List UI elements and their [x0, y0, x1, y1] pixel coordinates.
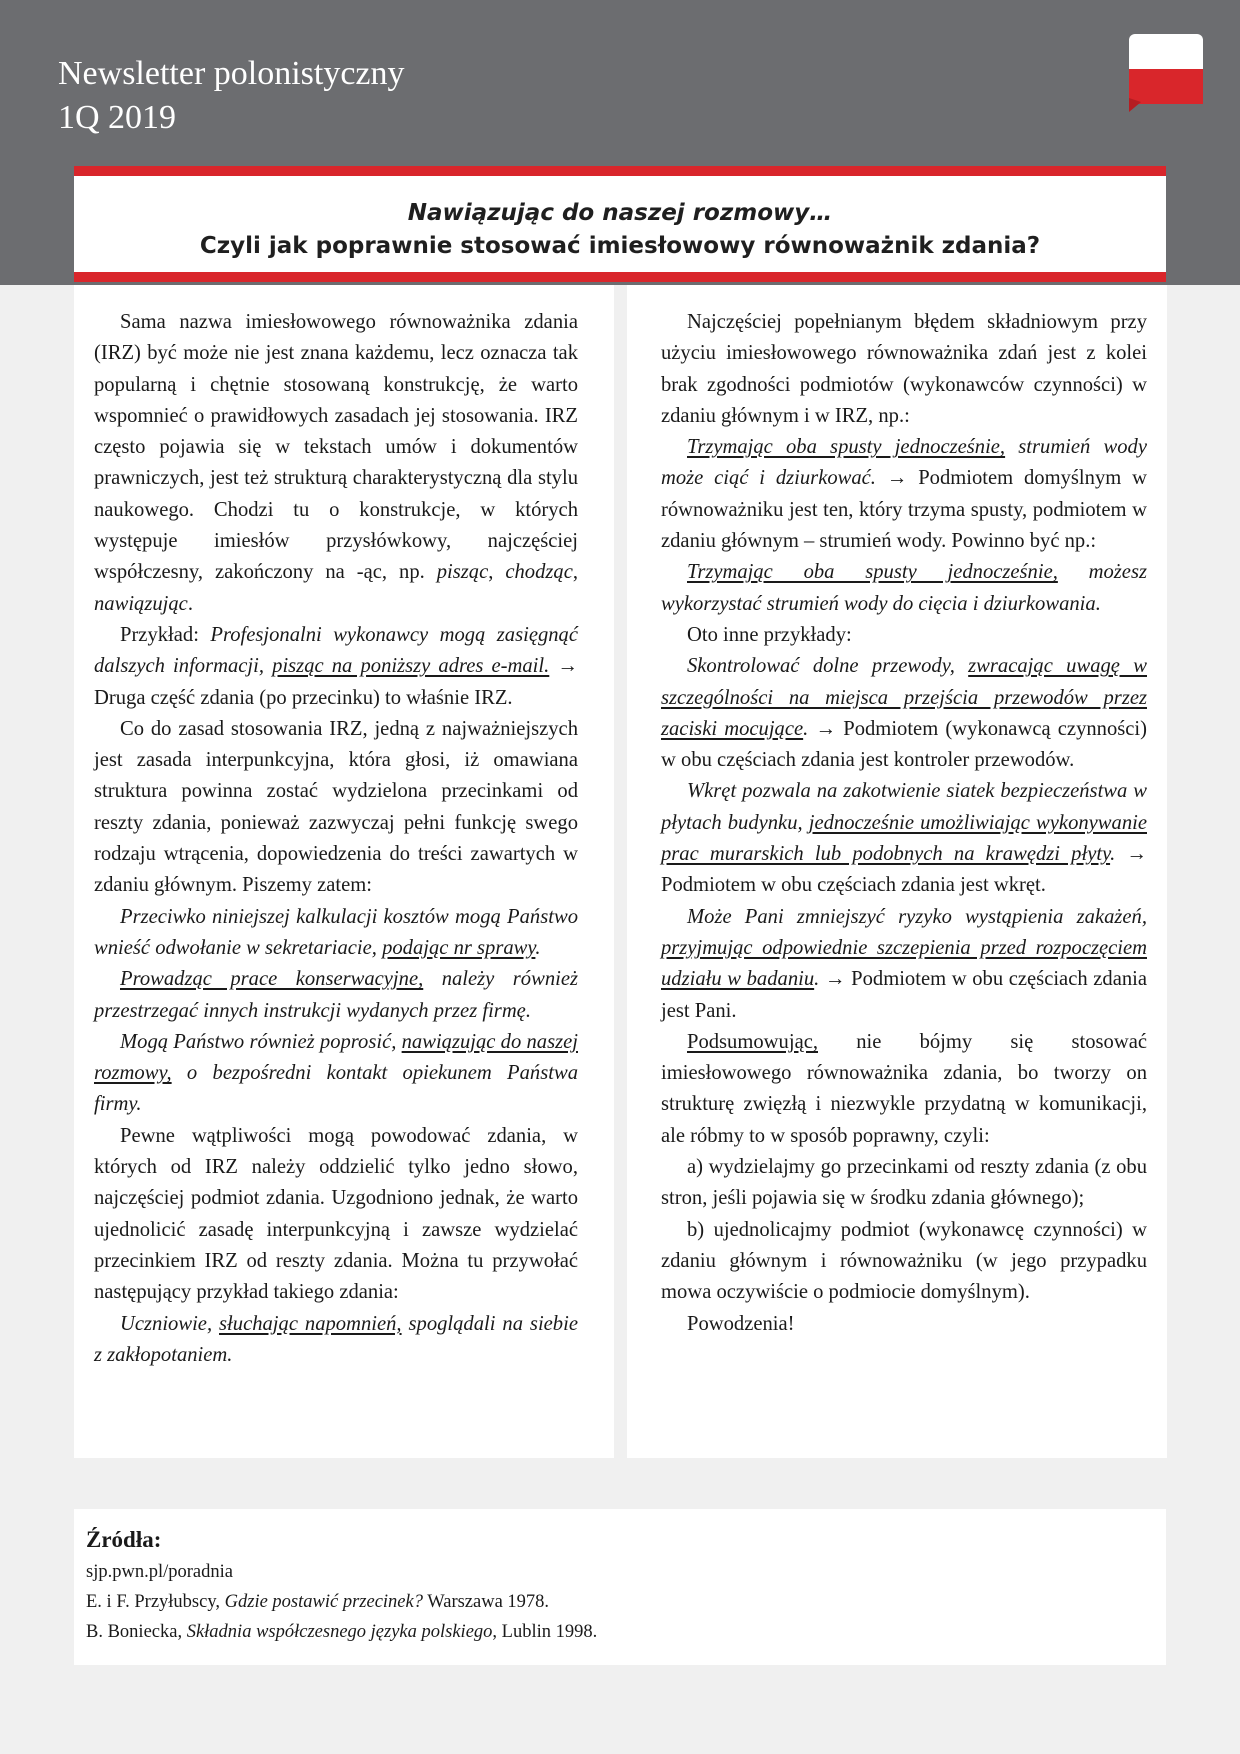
newsletter-issue: 1Q 2019	[58, 99, 177, 136]
example-paragraph: Może Pani zmniejszyć ryzyko wystąpienia zakażeń, przyjmując odpowiednie szczepienia przed rozpoczęciem udziału w badaniu. → Podmiotem w obu częściach zdania jest Pani.	[661, 905, 1147, 1022]
polish-flag-icon	[1129, 34, 1203, 112]
paragraph: Przykład: Profesjonalni wykonawcy mogą zasięgnąć dalszych informacji, pisząc na poniższy adres e-mail. → Druga część zdania (po przecinku) to właśnie IRZ.	[94, 623, 579, 709]
list-item: b) ujednolicajmy podmiot (wykonawcę czynności) w zdaniu głównym i równoważniku (w jego przypadku mowa oczywiście o podmiocie domyślnym).	[661, 1218, 1147, 1304]
list-item: a) wydzielajmy go przecinkami od reszty zdania (z obu stron, jeśli pojawia się w środku zdania głównego);	[661, 1156, 1147, 1210]
example-paragraph: Prowadząc prace konserwacyjne, należy również przestrzegać innych instrukcji wydanych przez firmę.	[94, 968, 578, 1022]
source-link[interactable]: sjp.pwn.pl/poradnia	[86, 1562, 233, 1582]
example-paragraph: Uczniowie, słuchając napomnień, spoglądali na siebie z zakłopotaniem.	[94, 1312, 578, 1366]
paragraph: Pewne wątpliwości mogą powodować zdania, w których od IRZ należy oddzielić tylko jedno słowo, najczęściej podmiot zdania. Uzgodniono jednak, że warto ujednolicić zasadę interpunkcyjną i zawsze wydzielać przecinkiem IRZ od reszty zdania. Można tu przywołać następujący przykład takiego zdania:	[94, 1124, 578, 1304]
newsletter-title	[58, 52, 405, 140]
sources-heading: Źródła:	[86, 1527, 162, 1552]
example-paragraph: Trzymając oba spusty jednocześnie, możesz wykorzystać strumień wody do cięcia i dziurkowania.	[661, 561, 1147, 615]
example-paragraph: Trzymając oba spusty jednocześnie, strumień wody może ciąć i dziurkować. → Podmiotem domyślnym w równoważniku jest ten, który trzyma spusty, podmiotem w zdaniu głównym – strumień wody. Powinno być np.:	[661, 436, 1147, 553]
source-item: B. Boniecka, Składnia współczesnego języka polskiego, Lublin 1998.	[86, 1622, 598, 1642]
example-paragraph: Skontrolować dolne przewody, zwracając uwagę w szczególności na miejsca przejścia przewodów przez zaciski mocujące. → Podmiotem (wykonawcą czynności) w obu częściach zdania jest kontroler przewodów.	[661, 655, 1147, 772]
paragraph: Co do zasad stosowania IRZ, jedną z najważniejszych jest zasada interpunkcyjna, która głosi, iż omawiana struktura powinna zostać wydzielona przecinkami od reszty zdania, ponieważ zazwyczaj pełni funkcję swego rodzaju wtrącenia, dopowiedzenia do treści zawartych w zdaniu głównym. Piszemy zatem:	[94, 717, 578, 897]
paragraph: Sama nazwa imiesłowowego równoważnika zdania (IRZ) być może nie jest znana każdemu, lecz oznacza tak popularną i chętnie stosowaną konstrukcję, że warto wspomnieć o prawidłowych zasadach jej stosowania. IRZ często pojawia się w tekstach umów i dokumentów prawniczych, jest też strukturą charakterystyczną dla stylu naukowego. Chodzi tu o konstrukcje, w których występuje imiesłów przysłówkowy, najczęściej współczesny, zakończony na -ąc, np. pisząc, chodząc, nawiązując.	[94, 311, 578, 615]
paragraph: Najczęściej popełnianym błędem składniowym przy użyciu imiesłowowego równoważnika zdań jest z kolei brak zgodności podmiotów (wykonawców czynności) w zdaniu głównym i w IRZ, np.:	[661, 311, 1147, 427]
newsletter-name: Newsletter polonistyczny	[58, 55, 405, 92]
left-column	[74, 285, 614, 1458]
sources-box	[74, 1509, 1166, 1665]
paragraph: Oto inne przykłady:	[687, 623, 852, 646]
example-paragraph: Wkręt pozwala na zakotwienie siatek bezpieczeństwa w płytach budynku, jednocześnie umożliwiając wykonywanie prac murarskich lub podobnych na krawędzi płyty. → Podmiotem w obu częściach zdania jest wkręt.	[661, 780, 1147, 897]
right-column	[627, 285, 1167, 1458]
example-paragraph: Przeciwko niniejszej kalkulacji kosztów mogą Państwo wnieść odwołanie w sekretariacie, podając nr sprawy.	[94, 905, 578, 959]
article-title-box	[74, 166, 1166, 282]
closing-line: Powodzenia!	[687, 1312, 795, 1335]
article-title-line-1: Nawiązując do naszej rozmowy…	[407, 200, 833, 226]
source-item: E. i F. Przyłubscy, Gdzie postawić przecinek? Warszawa 1978.	[86, 1592, 550, 1612]
article-title-line-2: Czyli jak poprawnie stosować imiesłowowy równoważnik zdania?	[199, 233, 1041, 259]
summary-paragraph: Podsumowując, nie bójmy się stosować imiesłowowego równoważnika zdania, bo tworzy on strukturę zwięzłą i niezwykle przydatną w komunikacji, ale róbmy to w sposób poprawny, czyli:	[661, 1030, 1147, 1147]
example-paragraph: Mogą Państwo również poprosić, nawiązując do naszej rozmowy, o bezpośredni kontakt opiekunem Państwa firmy.	[94, 1030, 578, 1116]
